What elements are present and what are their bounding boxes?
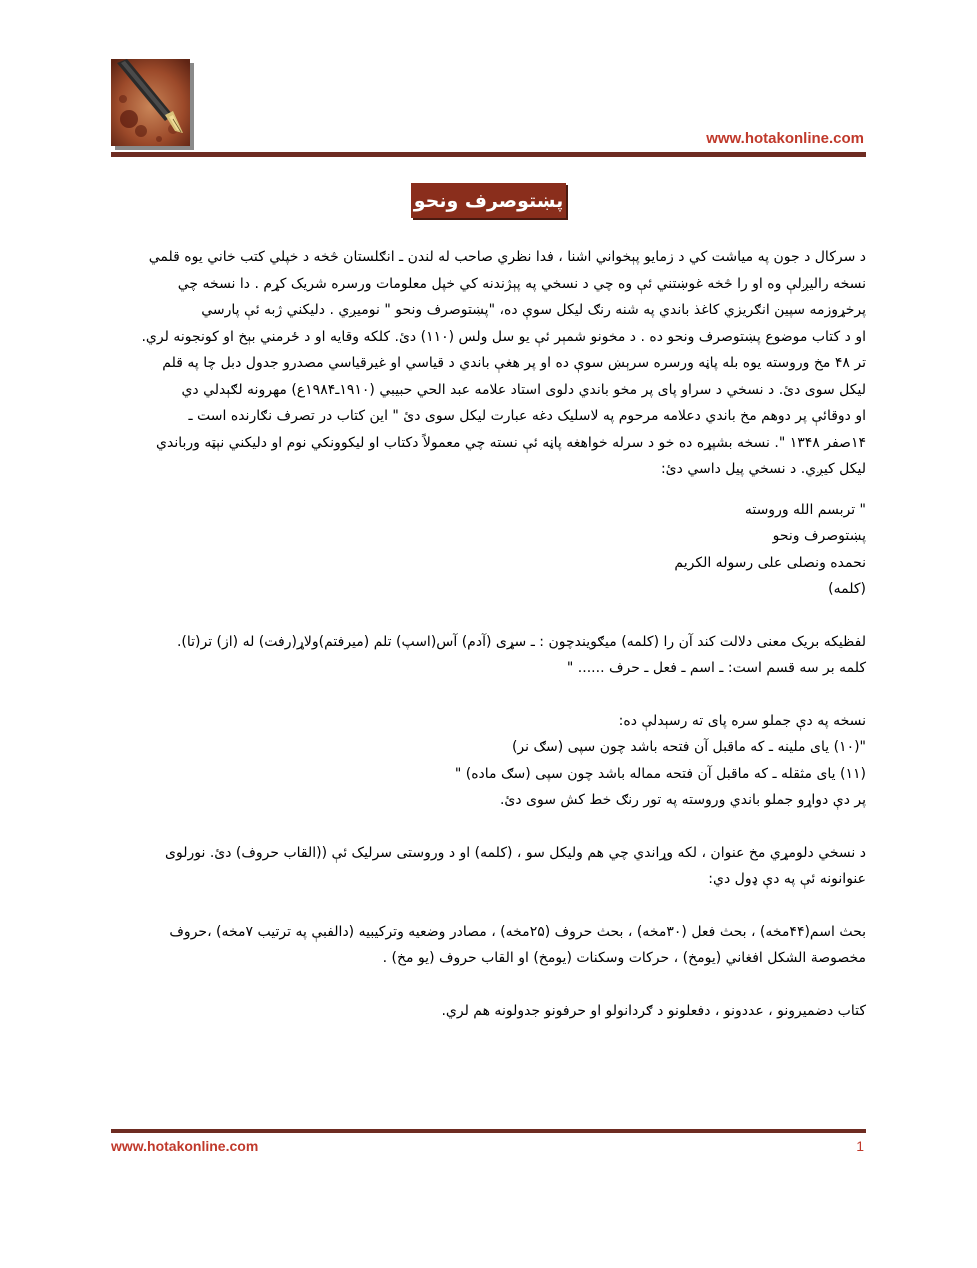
opening-quote [111, 497, 866, 603]
header-rule [111, 152, 866, 157]
intro-line: نسخه رالیږلې وه او را څخه غوښتني ئې وه چي د نسخي په پېژندنه کي خپل معلومات ورسره شریک کړم . دا نسخه چي [177, 275, 866, 292]
headings-paragraph [111, 840, 866, 893]
intro-line: پرخړوزمه سپین انګریزي کاغذ باندي په شنه رنګ لیکل سوې ده، "پښتوصرف ونحو " نومیږي . دلیکني ژبه ئې پارسي [201, 302, 866, 318]
intro-line: لیکل کیږي. د نسخي پیل داسي دئ: [660, 461, 866, 477]
ending-line: (۱۱) یای مثقله ـ که ماقبل آن فتحه مماله باشد چون سپی (سګ ماده) " [454, 765, 866, 782]
sections-paragraph [111, 919, 866, 972]
quote-line: نحمده ونصلی علی رسوله الکریم [674, 554, 866, 571]
quote-line: " تربسم الله وروسته [744, 501, 866, 518]
footer-website[interactable]: www.hotakonline.com [111, 1138, 259, 1154]
intro-line: او د کتاب موضوع پښتوصرف ونحو ده . د مخونو شمېر ئې یو سل ولس (۱۱۰) دئ. کلکه وقایه او د ځرمني بېخ او کونجونه لري. [141, 328, 866, 345]
ending-line: پر دې دواړو جملو باندي وروسته په تور رنګ خط کش سوی دئ. [499, 792, 866, 808]
document-body [111, 244, 866, 1024]
intro-line: تر ۴۸ مخ وروسته یوه بله پاڼه ورسره سرېښ سوې ده او پر هغې باندي د قیاسي او غیرقیاسي مصدرو جدول دبل چا په قلم [162, 355, 866, 371]
quote-line: پښتوصرف ونحو [772, 528, 866, 544]
intro-line: د سرکال د جون په میاشت کي د زمایو پېخواني اشنا ، فدا نظري صاحب له لندن ـ انګلستان څخه د خپلي کتب خاني یوه قلمي [148, 249, 866, 265]
intro-paragraph [111, 244, 866, 483]
quote-line: (کلمه) [828, 581, 866, 597]
ending-intro: نسخه په دې جملو سره پای ته رسېدلې ده: [618, 712, 866, 729]
closing-paragraph: کتاب دضمیرونو ، عددونو ، دفعلونو د ګردانولو او حرفونو جدولونه هم لري. [441, 1002, 866, 1019]
page-title [411, 183, 566, 218]
kalima-paragraph [111, 629, 866, 682]
ending-line: "(۱۰) یای ملینه ـ که ماقبل آن فتحه باشد چون سپی (سګ نر) [511, 739, 866, 755]
page-title-text: پښتوصرف ونحو [413, 189, 564, 212]
logo-image [111, 59, 190, 146]
kalima-line: لفظیکه بریک معنی دلالت کند آن را (کلمه) میګویندچون : ـ سړی (آدم) آس(اسپ) تلم (میرفتم)ولاړ(رفت) له (از) تر(تا). [176, 633, 866, 650]
intro-line: لیکل سوی دئ. د نسخي د سراو پای پر مخو باندي دلوی استاد علامه عبد الحي حبیبي (۱۹۱۰ـ۱۹۸۴ع) مهرونه لګېدلي دي [181, 381, 866, 398]
fountain-pen-icon [111, 59, 190, 146]
kalima-line: کلمه بر سه قسم است: ـ اسم ـ فعل ـ حرف ...... " [566, 660, 866, 676]
headings-line: عنوانونه ئې په دې ډول دي: [708, 871, 866, 887]
header-website[interactable]: www.hotakonline.com [706, 130, 864, 147]
headings-line: د نسخي دلومړي مخ عنوان ، لکه وړاندي چي هم ولیکل سو ، (کلمه) او د وروستی سرلیک ئې ((القاب حروف) دئ. نورلوی [165, 844, 866, 861]
intro-line: ۱۴صفر ۱۳۴۸ ". نسخه بشپړه ده خو د سرله خواهغه پاڼه ئې نسته چي معمولاً دکتاب او لیکوونکي نوم او دلیکني نېټه ورباندي [156, 434, 866, 451]
page-number: 1 [856, 1138, 864, 1154]
footer-rule [111, 1129, 866, 1133]
sections-line: مخصوصة الشکل افغاني (یومخ) ، حرکات وسکنات (یومخ) او القاب حروف (یو مخ) . [382, 950, 866, 966]
ending-paragraph [111, 708, 866, 814]
sections-line: بحث اسم(۴۴مخه) ، بحث فعل (۳۰مخه) ، بحث حروف (۲۵مخه) ، مصادر وضعیه وترکیبیه (دالفبې په ترتیب ۷مخه) ،حروف [169, 923, 866, 940]
intro-line: او دوقائې پر دوهم مخ باندي دعلامه مرحوم په لاسلیک دغه عبارت لیکل سوی دئ " این کتاب در تصرف نګارنده است ـ [188, 408, 866, 424]
